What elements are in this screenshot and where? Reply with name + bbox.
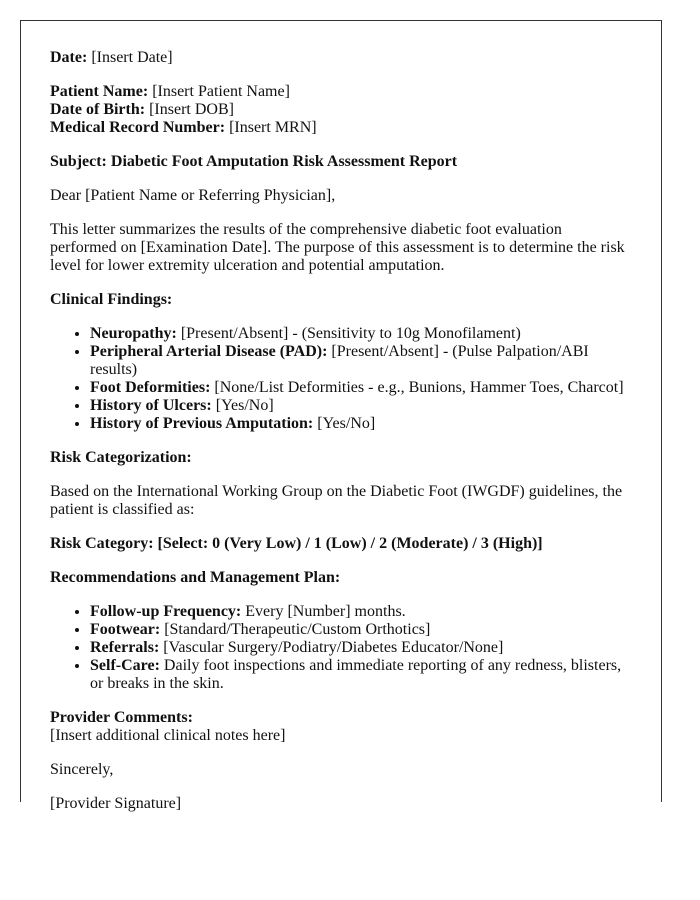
recommendation-value: Daily foot inspections and immediate reporting of any redness, blisters, or breaks in the skin.: [90, 657, 622, 692]
recommendation-value: [Vascular Surgery/Podiatry/Diabetes Educator/None]: [163, 639, 504, 656]
finding-value: [Present/Absent] - (Sensitivity to 10g Monofilament): [180, 325, 521, 342]
list-item: [90, 397, 632, 415]
list-item: [90, 415, 632, 433]
dob-value: [Insert DOB]: [149, 101, 234, 118]
date-line: [50, 49, 632, 67]
list-item: [90, 325, 632, 343]
finding-value: [Yes/No]: [215, 397, 274, 414]
list-item: [90, 343, 632, 379]
recommendation-label: Referrals:: [90, 639, 160, 656]
patient-name-value: [Insert Patient Name]: [152, 83, 290, 100]
finding-label: History of Previous Amputation:: [90, 415, 314, 432]
risk-categorization-heading-text: Risk Categorization:: [50, 449, 192, 466]
mrn-label: Medical Record Number:: [50, 119, 226, 136]
clinical-findings-heading: [50, 291, 632, 309]
provider-comments-heading: Provider Comments:: [50, 709, 193, 726]
finding-value: [Present/Absent] - (Pulse Palpation/ABI results): [90, 343, 589, 378]
subject-text: Subject: Diabetic Foot Amputation Risk Assessment Report: [50, 153, 458, 170]
list-item: [90, 379, 632, 397]
closing: Sincerely,: [50, 761, 114, 778]
provider-comments-text: [Insert additional clinical notes here]: [50, 727, 286, 744]
finding-value: [None/List Deformities - e.g., Bunions, Hammer Toes, Charcot]: [214, 379, 624, 396]
subject-line: [50, 153, 632, 171]
finding-label: History of Ulcers:: [90, 397, 212, 414]
patient-name-label: Patient Name:: [50, 83, 149, 100]
provider-comments: [50, 709, 632, 745]
date-value: [Insert Date]: [91, 49, 173, 66]
recommendation-label: Self-Care:: [90, 657, 160, 674]
list-item: [90, 621, 632, 639]
dob-line: [50, 101, 632, 119]
patient-name-line: [50, 83, 632, 101]
salutation: Dear [Patient Name or Referring Physician],: [50, 187, 336, 204]
recommendation-value: [Standard/Therapeutic/Custom Orthotics]: [164, 621, 431, 638]
clinical-findings-heading-text: Clinical Findings:: [50, 291, 173, 308]
recommendations-heading-text: Recommendations and Management Plan:: [50, 569, 341, 586]
finding-value: [Yes/No]: [317, 415, 376, 432]
recommendation-label: Footwear:: [90, 621, 161, 638]
recommendations-heading: [50, 569, 632, 587]
letter-body: [50, 21, 632, 813]
mrn-line: [50, 119, 632, 137]
finding-label: Peripheral Arterial Disease (PAD):: [90, 343, 328, 360]
dob-label: Date of Birth:: [50, 101, 146, 118]
list-item: [90, 603, 632, 621]
mrn-value: [Insert MRN]: [229, 119, 317, 136]
patient-info: [50, 83, 632, 137]
intro-paragraph: This letter summarizes the results of the comprehensive diabetic foot evaluation performed on [Examination Date]. The purpose of this assessment is to determine the risk level for lower extremity ulceration and potential amputation.: [50, 221, 625, 274]
signature: [Provider Signature]: [50, 795, 182, 812]
list-item: [90, 657, 632, 693]
recommendations-list: [50, 603, 632, 693]
letter-page: [20, 20, 662, 812]
date-label: Date:: [50, 49, 88, 66]
recommendation-label: Follow-up Frequency:: [90, 603, 242, 620]
risk-category-line: [50, 535, 632, 553]
recommendation-value: Every [Number] months.: [245, 603, 406, 620]
risk-categorization-heading: [50, 449, 632, 467]
finding-label: Neuropathy:: [90, 325, 177, 342]
clinical-findings-list: [50, 325, 632, 433]
finding-label: Foot Deformities:: [90, 379, 211, 396]
risk-category-text: Risk Category: [Select: 0 (Very Low) / 1 (Low) / 2 (Moderate) / 3 (High)]: [50, 535, 543, 552]
risk-categorization-text: Based on the International Working Group on the Diabetic Foot (IWGDF) guidelines, the patient is classified as:: [50, 483, 623, 518]
list-item: [90, 639, 632, 657]
